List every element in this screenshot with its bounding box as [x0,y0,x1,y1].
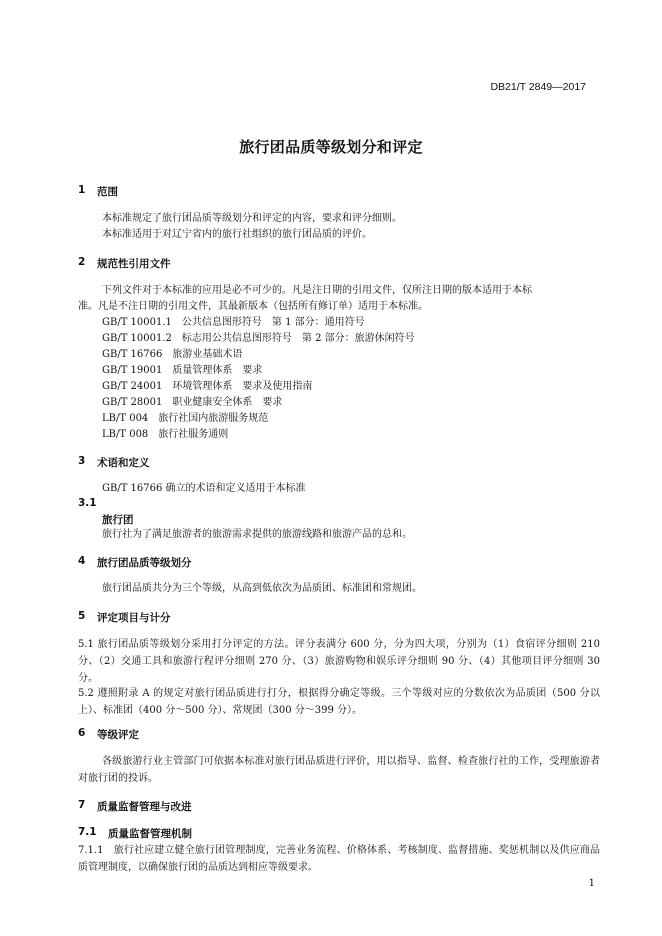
term-definition: 旅行社为了满足旅游者的旅游需求提供的旅游线路和旅游产品的总和。 [102,529,412,540]
section-title: 质量监督管理与改进 [97,801,192,813]
section-number: 6 [78,727,86,739]
section-title: 规范性引用文件 [97,258,171,270]
paragraph: 旅行团品质共分为三个等级，从高到低依次为品质团、标准团和常规团。 [102,583,422,594]
reference-item: GB/T 19001 质量管理体系 要求 [102,365,263,376]
section-2-heading [78,256,378,270]
reference-item: GB/T 28001 职业健康安全体系 要求 [102,397,283,408]
page-number: 1 [588,878,595,889]
section-1-heading [78,184,378,198]
section-title: 等级评定 [97,729,139,741]
section-title: 旅行团品质等级划分 [97,557,192,569]
section-number: 4 [78,555,86,567]
reference-item: GB/T 24001 环境管理体系 要求及使用指南 [102,381,313,392]
section-title: 评定项目与计分 [97,612,171,624]
document-title: 旅行团品质等级划分和评定 [239,138,423,156]
reference-item: GB/T 10001.2 标志用公共信息图形符号 第 2 部分：旅游休闲符号 [102,333,415,344]
paragraph: 下列文件对于本标准的应用是必不可少的。凡是注日期的引用文件，仅所注日期的版本适用于本标 [102,285,532,296]
term-heading: 旅行团 [102,514,134,526]
reference-item: LB/T 008 旅行社服务通则 [102,429,229,440]
section-number: 3 [78,455,86,467]
clause-7-1-1: 7.1.1 旅行社应建立健全旅行团管理制度，完善业务流程、价格体系、考核制度、监督措施、奖惩机制以及供应商品质管理制度，以确保旅行团的品质达到相应等级要求。 [78,845,600,873]
section-title: 范围 [97,186,118,198]
section-3-heading [78,455,378,469]
section-6-heading [78,727,378,741]
clause-5-2: 5.2 遵照附录 A 的规定对旅行团品质进行打分，根据得分确定等级。三个等级对应的分数依次为品质团（500 分以上）、标准团（400 分～500 分）、常规团（300 分～399 分）。 [78,688,600,716]
reference-item: GB/T 10001.1 公共信息图形符号 第 1 部分：通用符号 [102,317,365,328]
paragraph: GB/T 16766 确立的术语和定义适用于本标准 [102,483,306,494]
paragraph: 本标准规定了旅行团品质等级划分和评定的内容，要求和评分细则。 [102,213,402,224]
section-number: 1 [78,184,86,196]
section-number: 5 [78,610,86,622]
paragraph: 各级旅游行业主管部门可依据本标准对旅行团品质进行评价，用以指导、监督、检查旅行社的工作，受理旅游者对旅行团的投诉。 [78,756,600,784]
section-7-heading [78,799,378,813]
paragraph: 本标准适用于对辽宁省内的旅行社组织的旅行团品质的评价。 [102,229,372,240]
paragraph: 准。凡是不注日期的引用文件，其最新版本（包括所有修订单）适用于本标准。 [78,301,428,312]
section-number: 7 [78,799,86,811]
subsection-7-1-heading [78,826,378,840]
section-title: 术语和定义 [97,457,150,469]
section-number: 2 [78,256,86,268]
clause-5-1: 5.1 旅行团品质等级划分采用打分评定的方法。评分表满分 600 分，分为四大项，分别为（1）食宿评分细则 210 分、（2）交通工具和旅游行程评分细则 270 分、（3）旅游购物和娱乐评分细则 90 分、（4）其他项目评分细则 30 分。 [78,639,600,684]
reference-item: LB/T 004 旅行社国内旅游服务规范 [102,413,269,424]
subsection-number: 7.1 [78,826,97,838]
reference-item: GB/T 16766 旅游业基础术语 [102,349,243,360]
subsection-number: 3.1 [78,497,97,509]
subsection-title: 质量监督管理机制 [108,828,192,840]
document-number: DB21/T 2849—2017 [490,81,586,93]
section-5-heading [78,610,378,624]
section-4-heading [78,555,378,569]
